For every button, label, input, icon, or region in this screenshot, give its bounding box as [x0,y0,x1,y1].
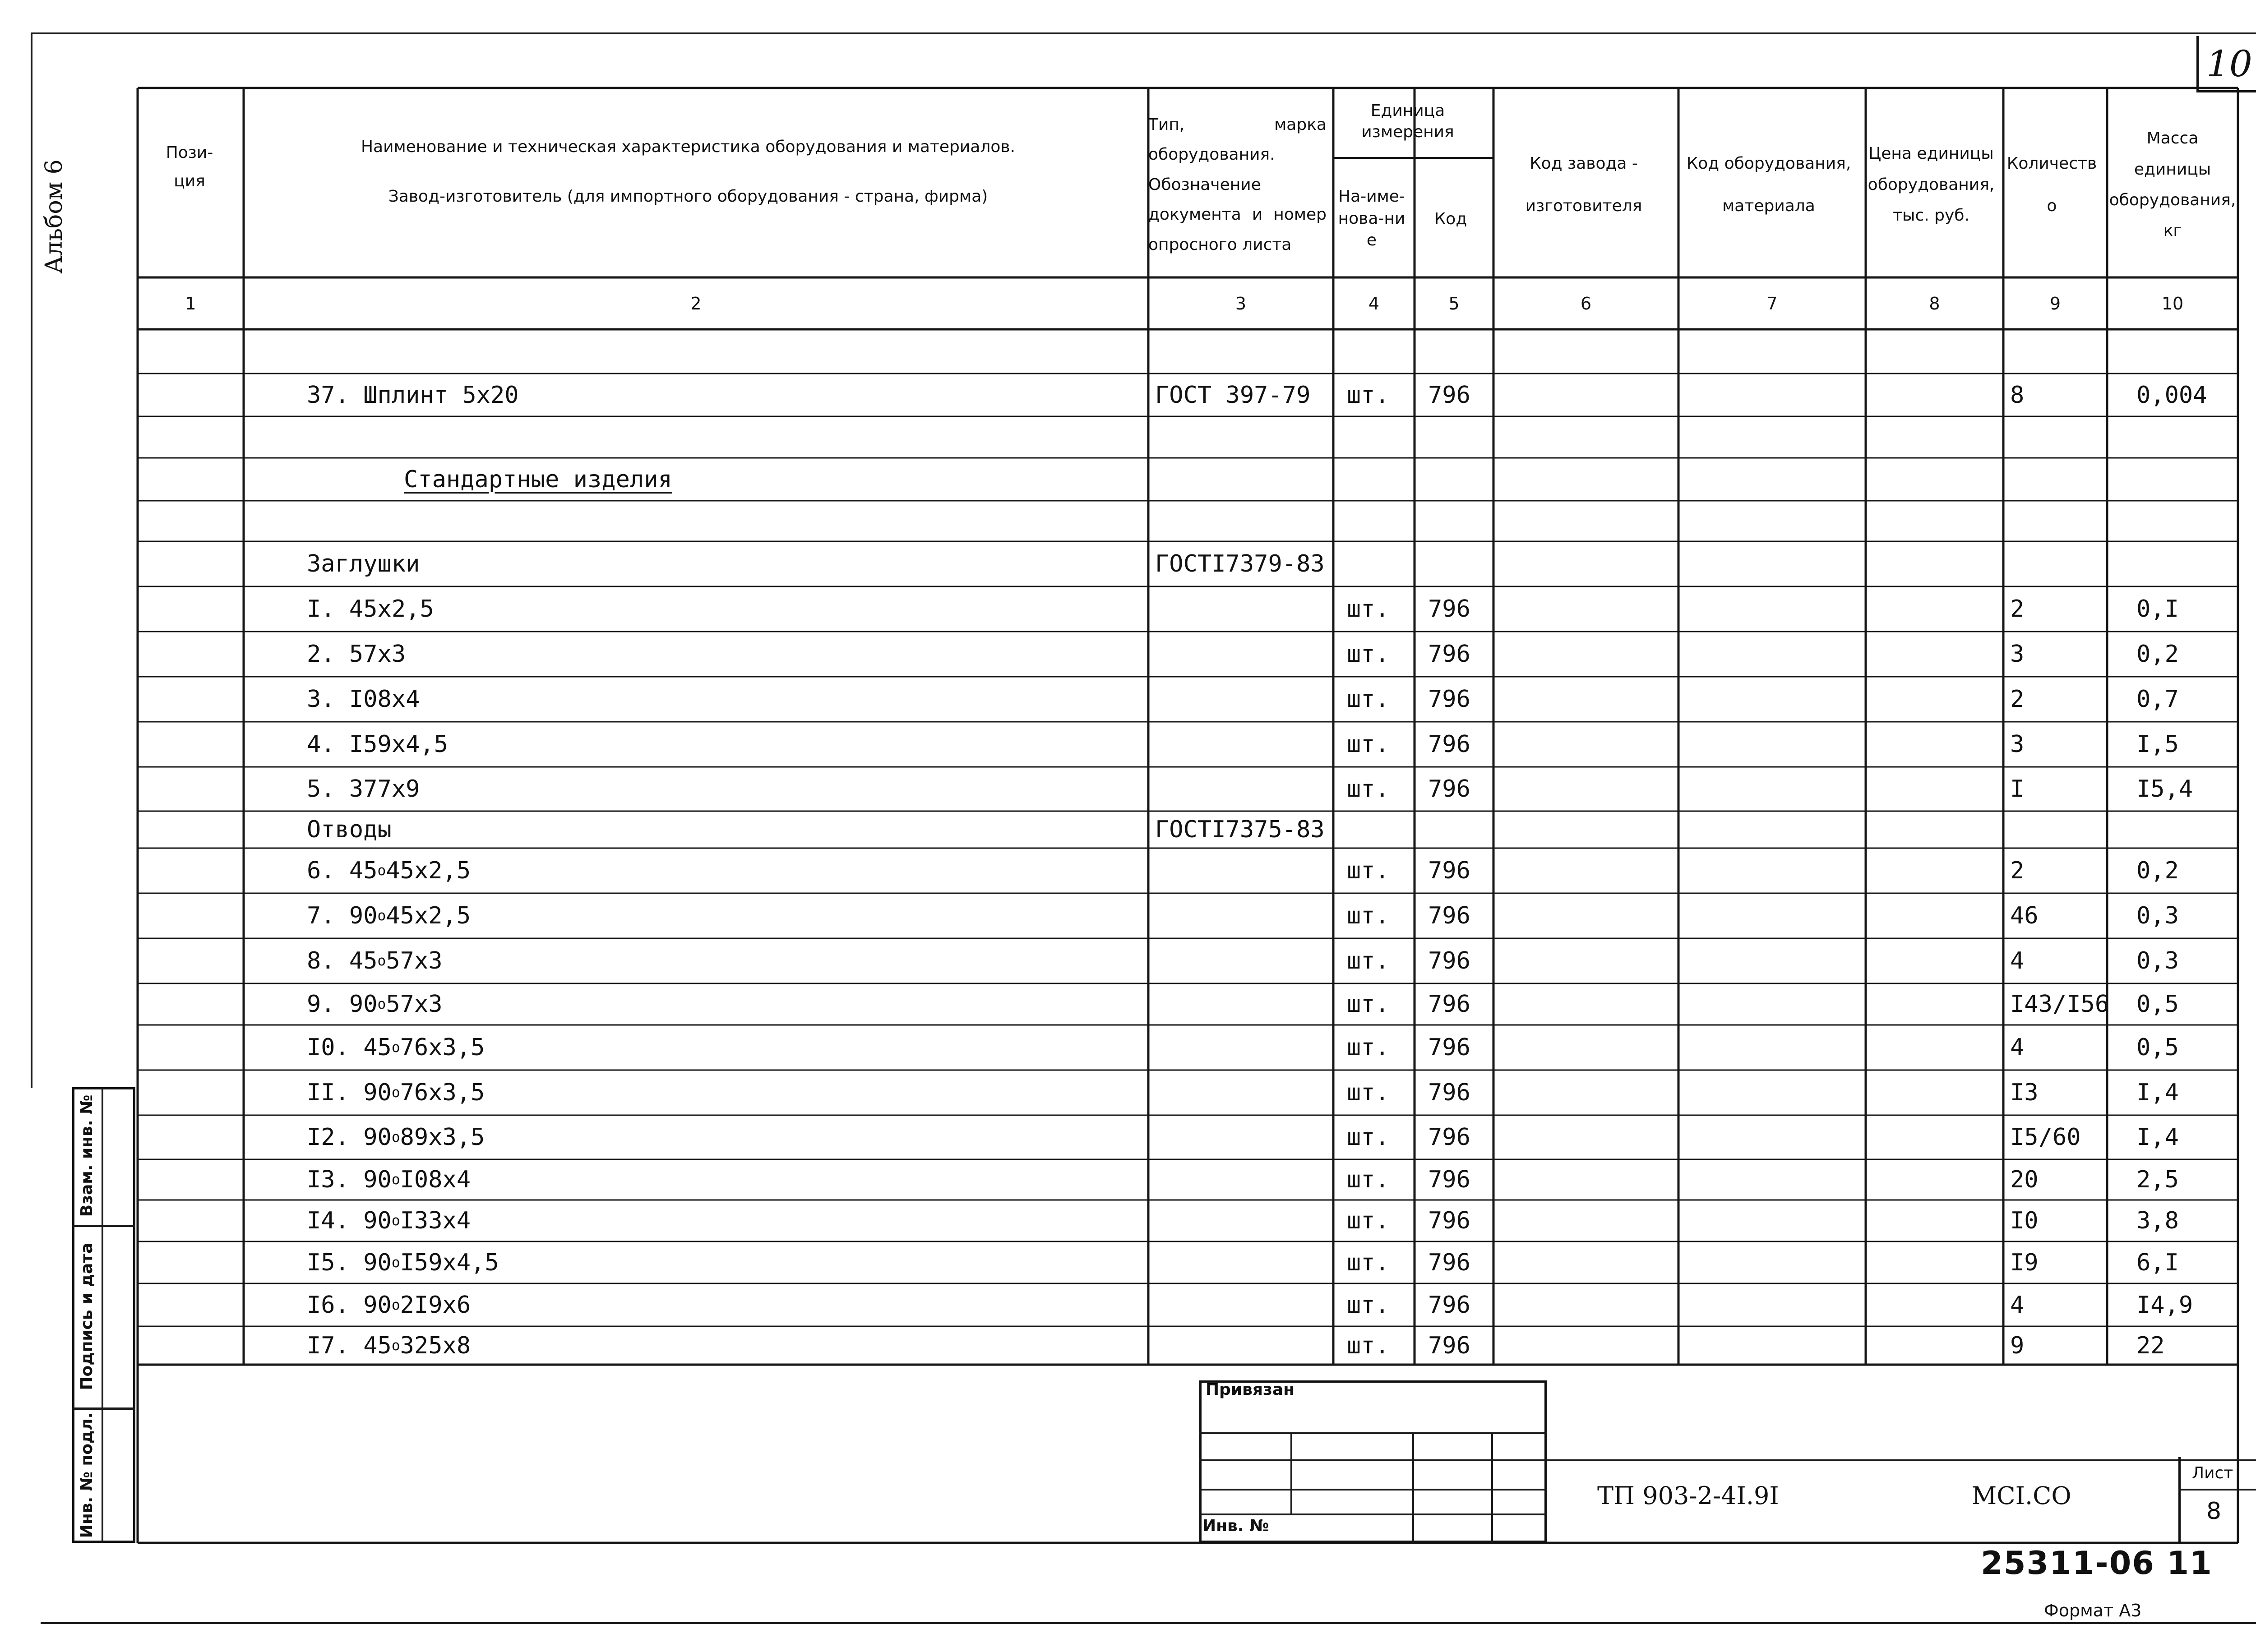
row-doc: ГОСТI7379-83 [1155,550,1325,577]
row-mass: I,4 [2136,1124,2179,1151]
row-qty: I3 [2010,1079,2039,1106]
header-unit-code: Код [1434,209,1467,228]
row-unit: шт. [1347,947,1389,974]
title-sheet-label: Лист [2192,1464,2233,1482]
row-name: Заглушки [307,550,420,577]
row-qty: 3 [2010,641,2025,668]
row-code: 796 [1428,731,1470,758]
row-code: 796 [1428,1034,1470,1061]
row-qty: 4 [2010,947,2025,974]
row-qty: 2 [2010,857,2025,884]
title-vline-1 [1290,1432,1292,1514]
column-number-5: 5 [1448,293,1460,314]
title-vline-2 [1412,1432,1414,1543]
row-mass: 0,5 [2136,1034,2179,1061]
row-code: 796 [1428,775,1470,803]
row-code: 796 [1428,947,1470,974]
row-qty: 46 [2010,902,2039,929]
row-mass: 0,3 [2136,902,2179,929]
row-qty: 9 [2010,1332,2025,1359]
row-unit: шт. [1347,381,1389,409]
stamp-inv-podl: Инв. № подл. [77,1412,96,1538]
row-name: 3. I08х4 [307,686,420,713]
side-stamp-divider [102,1087,103,1543]
row-mass: 0,5 [2136,991,2179,1018]
title-inv-no: Инв. № [1202,1517,1269,1535]
side-stamp-sep1 [72,1225,135,1227]
row-unit: шт. [1347,991,1389,1018]
page-number: 10 [2206,43,2252,85]
row-code: 796 [1428,381,1470,409]
row-code: 796 [1428,595,1470,623]
row-mass: 0,7 [2136,686,2179,713]
row-code: 796 [1428,1249,1470,1276]
header-name-line2: Завод-изготовитель (для импортного оборудования - страна, фирма) [388,187,988,206]
title-line-4 [1199,1514,1547,1515]
title-privyazan: Привязан [1206,1380,1295,1399]
column-number-9: 9 [2049,293,2061,314]
title-line-1 [1199,1432,1547,1434]
title-line-2 [1199,1459,1547,1461]
row-mass: 0,3 [2136,947,2179,974]
row-name: 6. 45 o 45х2,5 [307,857,471,884]
header-position: Пози- ция [166,143,213,190]
title-mark: МСI.СО [1972,1481,2071,1510]
row-mass: I4,9 [2136,1291,2193,1319]
row-mass: 6,I [2136,1249,2179,1276]
row-code: 796 [1428,686,1470,713]
row-mass: 22 [2136,1332,2165,1359]
row-qty: I5/60 [2010,1124,2081,1151]
row-code: 796 [1428,1079,1470,1106]
row-qty: 8 [2010,381,2025,409]
row-name: Отводы [307,816,392,843]
row-name: 9. 90 o 57х3 [307,991,443,1018]
header-equipment-code: Код оборудования, материала [1686,154,1851,215]
row-unit: шт. [1347,1034,1389,1061]
row-qty: I43/I56 [2010,991,2109,1018]
row-unit: шт. [1347,1332,1389,1359]
row-name: I7. 45 o 325х8 [307,1332,471,1359]
row-doc: ГОСТI7375-83 [1155,816,1325,843]
row-name: I3. 90 o I08х4 [307,1166,471,1193]
row-name: I. 45х2,5 [307,595,434,623]
row-qty: I0 [2010,1207,2039,1234]
header-factory-code: Код завода - изготовителя [1525,154,1642,215]
row-name: Стандартные изделия [404,466,672,493]
row-name: I2. 90 o 89х3,5 [307,1124,485,1151]
row-unit: шт. [1347,641,1389,668]
row-code: 796 [1428,1332,1470,1359]
row-mass: 0,2 [2136,857,2179,884]
row-unit: шт. [1347,1079,1389,1106]
column-number-1: 1 [185,293,196,314]
row-qty: 2 [2010,595,2025,623]
row-mass: I,5 [2136,731,2179,758]
row-name: 8. 45 o 57х3 [307,947,443,974]
column-number-8: 8 [1929,293,1940,314]
header-type: Тип, марка оборудования. Обозначение документа и номер опросного листа [1148,115,1327,254]
title-doc-code: ТП 903-2-4I.9I [1597,1481,1779,1510]
row-qty: 2 [2010,686,2025,713]
row-name: 5. 377х9 [307,775,420,803]
header-price: Цена единицы оборудования, тыс. руб. [1868,144,1995,225]
column-number-4: 4 [1368,293,1380,314]
header-unit-group: Единица измерения [1361,102,1454,141]
album-label: Альбом 6 [41,159,68,274]
row-unit: шт. [1347,686,1389,713]
column-number-2: 2 [690,293,702,314]
row-unit: шт. [1347,595,1389,623]
row-unit: шт. [1347,731,1389,758]
row-code: 796 [1428,1166,1470,1193]
row-unit: шт. [1347,1166,1389,1193]
row-qty: 20 [2010,1166,2039,1193]
row-mass: 0,I [2136,595,2179,623]
row-doc: ГОСТ 397-79 [1155,381,1311,409]
row-name: 7. 90 o 45х2,5 [307,902,471,929]
row-name: I6. 90 o 2I9х6 [307,1291,471,1319]
row-code: 796 [1428,902,1470,929]
row-name: 2. 57х3 [307,641,406,668]
row-qty: 4 [2010,1291,2025,1319]
row-code: 796 [1428,1291,1470,1319]
title-vline-3 [1491,1432,1493,1543]
column-number-6: 6 [1580,293,1592,314]
row-unit: шт. [1347,1124,1389,1151]
title-main-top [1545,1459,2256,1461]
column-number-3: 3 [1235,293,1247,314]
row-mass: 3,8 [2136,1207,2179,1234]
row-code: 796 [1428,857,1470,884]
row-name: I4. 90 o I33х4 [307,1207,471,1234]
title-sheet-number: 8 [2206,1498,2222,1525]
row-unit: шт. [1347,1249,1389,1276]
row-code: 796 [1428,641,1470,668]
row-name: 4. I59х4,5 [307,731,448,758]
title-line-3 [1199,1489,1547,1490]
row-mass: I,4 [2136,1079,2179,1106]
row-unit: шт. [1347,1291,1389,1319]
row-qty: I9 [2010,1249,2039,1276]
row-name: 37. Шплинт 5х20 [307,381,519,409]
stamp-podpis-data: Подпись и дата [77,1242,96,1390]
title-sheet-sep [2178,1489,2256,1490]
row-name: II. 90 o 76х3,5 [307,1079,485,1106]
header-quantity: Количество [2006,154,2097,215]
header-name-line1: Наименование и техническая характеристика оборудования и материалов. [361,137,1016,156]
column-number-10: 10 [2161,293,2184,314]
row-qty: I [2010,775,2025,803]
archive-number: 25311-06 11 [1981,1545,2213,1582]
row-mass: I5,4 [2136,775,2193,803]
row-unit: шт. [1347,1207,1389,1234]
row-mass: 0,004 [2136,381,2207,409]
row-code: 796 [1428,1207,1470,1234]
row-qty: 4 [2010,1034,2025,1061]
header-unit-name: На-име-нова-ние [1338,187,1405,250]
format-label: Формат А3 [2044,1601,2142,1620]
header-mass: Масса единицы оборудования, кг [2109,129,2236,240]
row-name: I0. 45 o 76х3,5 [307,1034,485,1061]
column-number-7: 7 [1766,293,1778,314]
row-code: 796 [1428,1124,1470,1151]
row-name: I5. 90 o I59х4,5 [307,1249,499,1276]
row-unit: шт. [1347,857,1389,884]
stamp-vzam-inv: Взам. инв. № [77,1094,96,1217]
row-unit: шт. [1347,902,1389,929]
row-unit: шт. [1347,775,1389,803]
row-mass: 0,2 [2136,641,2179,668]
row-mass: 2,5 [2136,1166,2179,1193]
row-qty: 3 [2010,731,2025,758]
row-code: 796 [1428,991,1470,1018]
